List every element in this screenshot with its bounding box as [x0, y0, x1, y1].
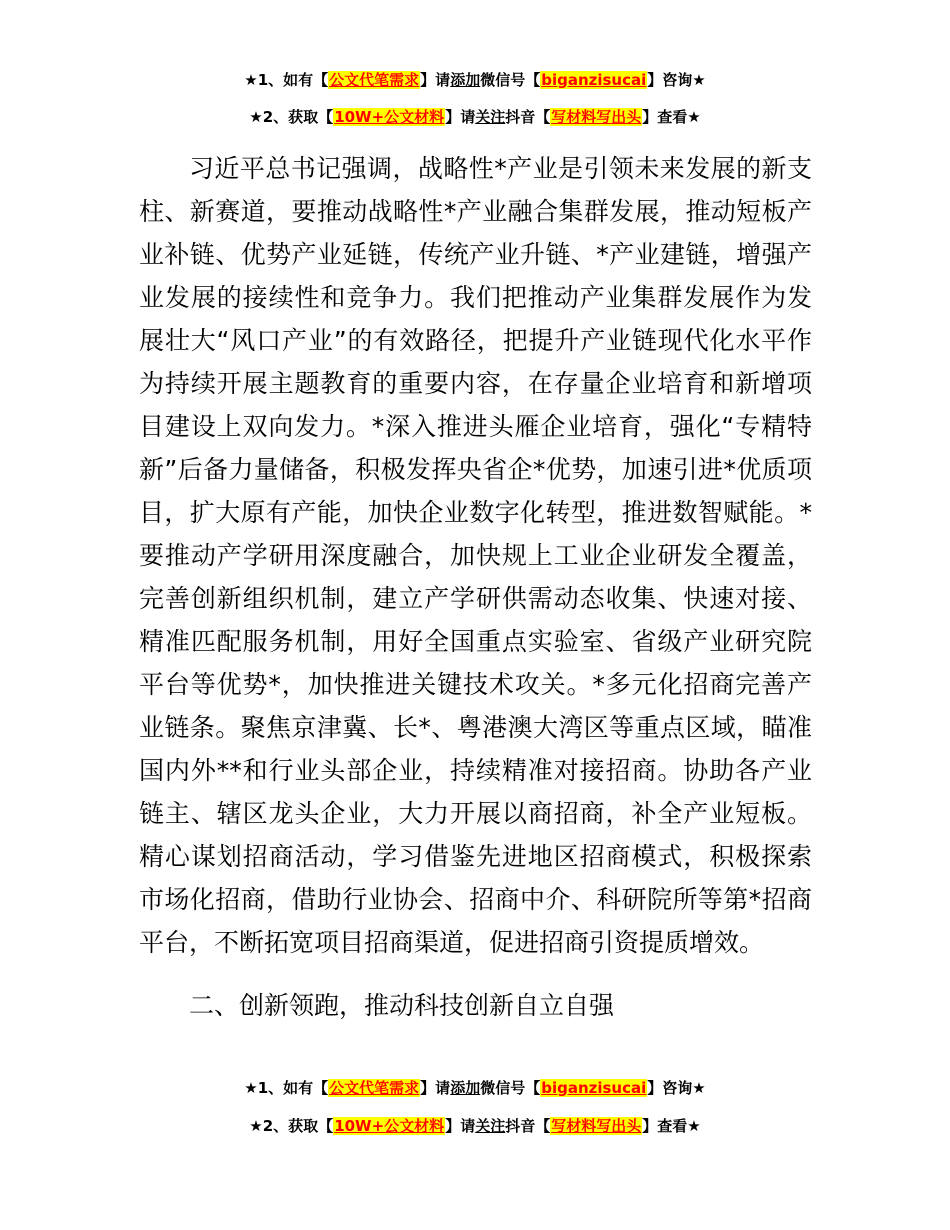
header-promo-line-1	[0, 70, 950, 90]
promo-text: 】请	[445, 1117, 476, 1135]
promo-emphasis: 关注	[475, 108, 506, 126]
promo-emphasis: 添加	[450, 1079, 481, 1097]
promo-text: 】请	[420, 71, 451, 89]
promo-text: 抖音【	[505, 108, 551, 126]
section-heading: 二、创新领跑，推动科技创新自立自强	[189, 991, 615, 1020]
promo-highlight-douyin-id: 写材料写出头	[551, 1117, 642, 1135]
promo-suffix: 】咨询★	[647, 71, 706, 89]
promo-highlight-douyin-id: 写材料写出头	[551, 108, 642, 126]
promo-highlight-wechat-id: biganzisucai	[541, 1079, 647, 1097]
promo-prefix: ★1、如有【	[244, 1079, 329, 1097]
promo-highlight-materials: 10W+公文材料	[334, 1117, 445, 1135]
header-promo-line-2	[0, 107, 950, 127]
body-paragraph: 习近平总书记强调，战略性*产业是引领未来发展的新支柱、新赛道，要推动战略性*产业融合集群发展，推动短板产业补链、优势产业延链，传统产业升链、*产业建链，增强产业发展的接续性和竞争力。我们把推动产业集群发展作为发展壮大“风口产业”的有效路径，把提升产业链现代化水平作为持续开展主题教育的重要内容，在存量企业培育和新增项目建设上双向发力。*深入推进头雁企业培育，强化“专精特新”后备力量储备，积极发挥央省企*优势，加速引进*优质项目，扩大原有产能，加快企业数字化转型，推进数智赋能。*要推动产学研用深度融合，加快规上工业企业研发全覆盖，完善创新组织机制，建立产学研供需动态收集、快速对接、精准匹配服务机制，用好全国重点实验室、省级产业研究院平台等优势*，加快推进关键技术攻关。*多元化招商完善产业链条。聚焦京津冀、长*、粤港澳大湾区等重点区域，瞄准国内外**和行业头部企业，持续精准对接招商。协助各产业链主、辖区龙头企业，大力开展以商招商，补全产业短板。精心谋划招商活动，学习借鉴先进地区招商模式，积极探索市场化招商，借助行业协会、招商中介、科研院所等第*招商平台，不断拓宽项目招商渠道，促进招商引资提质增效。	[139, 154, 812, 957]
promo-highlight-materials: 10W+公文材料	[334, 108, 445, 126]
promo-text: 微信号【	[480, 1079, 541, 1097]
promo-suffix: 】咨询★	[647, 1079, 706, 1097]
promo-prefix: ★1、如有【	[244, 71, 329, 89]
footer-promo-line-2	[0, 1116, 950, 1136]
promo-suffix: 】查看★	[642, 108, 701, 126]
promo-text: 抖音【	[505, 1117, 551, 1135]
promo-emphasis: 关注	[475, 1117, 506, 1135]
promo-highlight-service: 公文代笔需求	[329, 71, 420, 89]
promo-suffix: 】查看★	[642, 1117, 701, 1135]
footer-promo-line-1	[0, 1078, 950, 1098]
promo-text: 微信号【	[480, 71, 541, 89]
promo-prefix: ★2、获取【	[249, 1117, 334, 1135]
promo-highlight-wechat-id: biganzisucai	[541, 71, 647, 89]
promo-text: 】请	[420, 1079, 451, 1097]
promo-highlight-service: 公文代笔需求	[329, 1079, 420, 1097]
promo-text: 】请	[445, 108, 476, 126]
promo-emphasis: 添加	[450, 71, 481, 89]
promo-prefix: ★2、获取【	[249, 108, 334, 126]
